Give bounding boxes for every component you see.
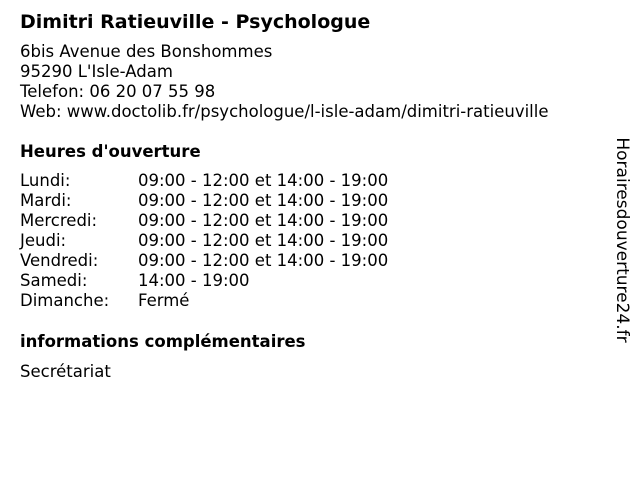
time-range: 09:00 - 12:00 et 14:00 - 19:00: [138, 251, 389, 270]
phone-number: Telefon: 06 20 07 55 98: [20, 82, 216, 101]
time-range: 09:00 - 12:00 et 14:00 - 19:00: [138, 191, 389, 210]
address-city: 95290 L'Isle-Adam: [20, 62, 173, 81]
page-title: Dimitri Ratieuville - Psychologue: [20, 11, 371, 33]
day-label: Jeudi:: [20, 231, 67, 250]
time-range: 09:00 - 12:00 et 14:00 - 19:00: [138, 231, 389, 250]
day-label: Dimanche:: [20, 291, 110, 310]
hours-row-tuesday: [20, 191, 610, 211]
time-range: Fermé: [138, 291, 190, 310]
info-text: Secrétariat: [20, 362, 111, 381]
hours-row-thursday: [20, 231, 610, 251]
time-range: 09:00 - 12:00 et 14:00 - 19:00: [138, 171, 389, 190]
hours-row-wednesday: [20, 211, 610, 231]
hours-heading: Heures d'ouverture: [20, 142, 201, 161]
time-range: 14:00 - 19:00: [138, 271, 250, 290]
day-label: Mercredi:: [20, 211, 98, 230]
site-brand-vertical: Horairesdouverture24.fr: [612, 137, 632, 343]
contact-block: [20, 42, 610, 122]
hours-row-saturday: [20, 271, 610, 291]
hours-table: [20, 171, 610, 311]
listing-card: [20, 10, 610, 382]
day-label: Lundi:: [20, 171, 71, 190]
website-link[interactable]: Web: www.doctolib.fr/psychologue/l-isle-adam/dimitri-ratieuville: [20, 102, 549, 121]
hours-row-friday: [20, 251, 610, 271]
day-label: Mardi:: [20, 191, 72, 210]
day-label: Samedi:: [20, 271, 88, 290]
day-label: Vendredi:: [20, 251, 99, 270]
info-heading: informations complémentaires: [20, 332, 306, 351]
hours-row-monday: [20, 171, 610, 191]
hours-row-sunday: [20, 291, 610, 311]
address-street: 6bis Avenue des Bonshommes: [20, 42, 273, 61]
time-range: 09:00 - 12:00 et 14:00 - 19:00: [138, 211, 389, 230]
